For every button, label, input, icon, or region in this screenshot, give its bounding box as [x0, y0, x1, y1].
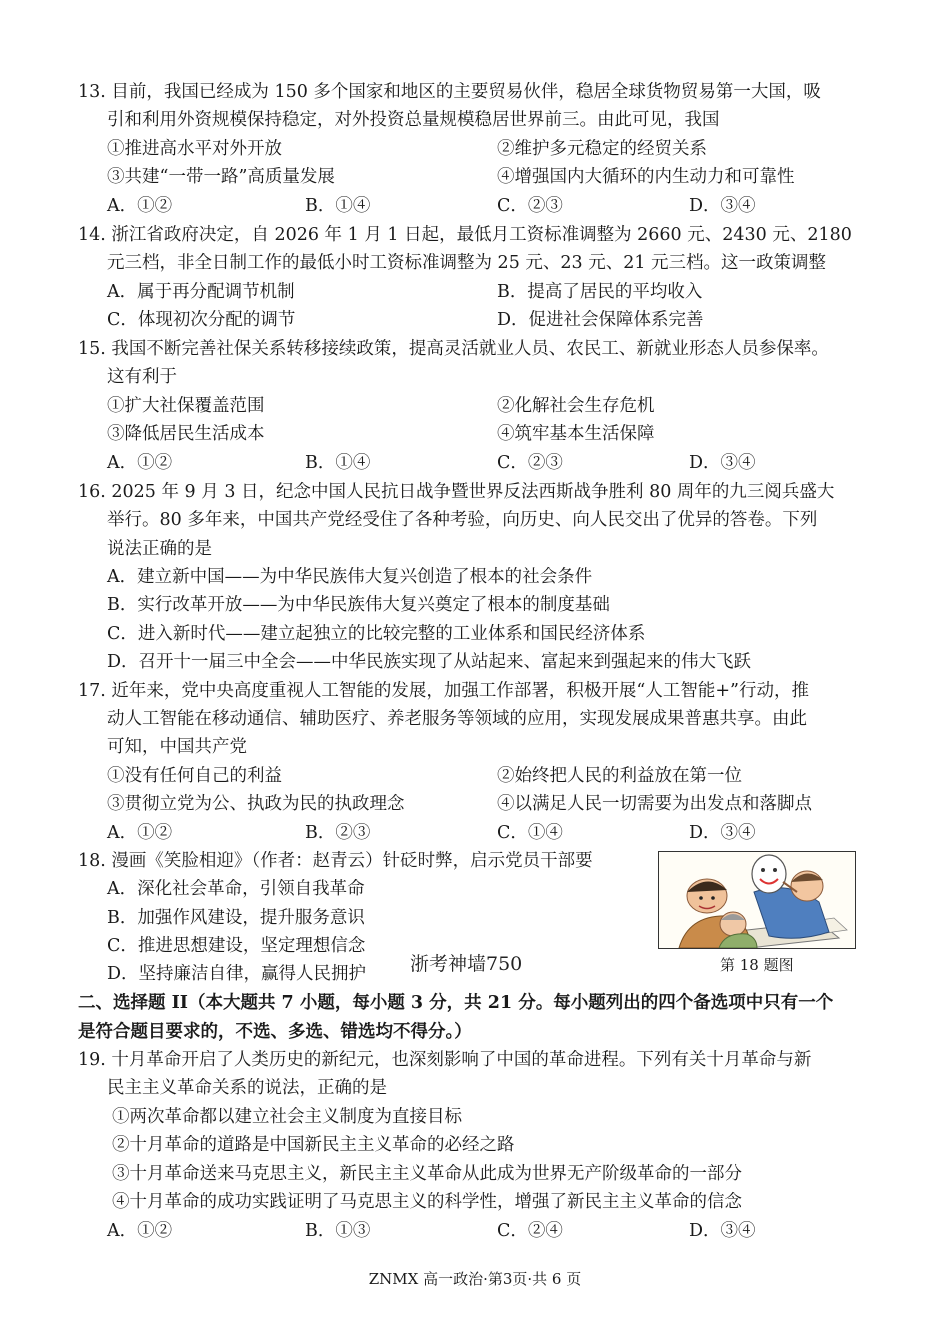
q17-stem-line3: 可知，中国共产党: [107, 737, 247, 757]
q18-option-a: A．深化社会革命，引领自我革命: [107, 879, 365, 899]
q16-stem-line2: 举行。80 多年来，中国共产党经受住了各种考验，向历史、向人民交出了优异的答卷。下列: [107, 510, 818, 530]
q15-option-c: C．②③: [497, 453, 563, 473]
q16-option-b: B．实行改革开放——为中华民族伟大复兴奠定了根本的制度基础: [107, 595, 610, 615]
q17-option-c: C．①④: [497, 823, 563, 843]
q13-option-c: C．②③: [497, 196, 563, 216]
q14-stem-line2: 元三档，非全日制工作的最低小时工资标准调整为 25 元、23 元、21 元三档。这一政策调整: [107, 253, 827, 273]
q17-statement-2: ②始终把人民的利益放在第一位: [497, 766, 742, 786]
q13-option-b: B．①④: [305, 196, 371, 216]
q13-statement-1: ①推进高水平对外开放: [107, 139, 282, 159]
q17-statement-1: ①没有任何自己的利益: [107, 766, 282, 786]
q16-stem-line1: 16. 2025 年 9 月 3 日，纪念中国人民抗日战争暨世界反法西斯战争胜利 80 周年的九三阅兵盛大: [78, 482, 835, 502]
q19-option-b: B．①③: [305, 1221, 371, 1241]
q19-statement-1: ①两次革命都以建立社会主义制度为直接目标: [112, 1107, 462, 1127]
q17-option-d: D．③④: [689, 823, 756, 843]
q14-option-d: D．促进社会保障体系完善: [497, 310, 704, 330]
q19-statement-2: ②十月革命的道路是中国新民主主义革命的必经之路: [112, 1135, 515, 1155]
q15-statement-3: ③降低居民生活成本: [107, 424, 265, 444]
q19-statement-3: ③十月革命送来马克思主义，新民主主义革命从此成为世界无产阶级革命的一部分: [112, 1164, 742, 1184]
q14-option-c: C．体现初次分配的调节: [107, 310, 296, 330]
q13-statement-3: ③共建“一带一路”高质量发展: [107, 167, 335, 187]
q15-option-d: D．③④: [689, 453, 756, 473]
q16-option-d: D．召开十一届三中全会——中华民族实现了从站起来、富起来到强起来的伟大飞跃: [107, 652, 752, 672]
q16-option-c: C．进入新时代——建立起独立的比较完整的工业体系和国民经济体系: [107, 624, 646, 644]
q13-stem-line2: 引和利用外资规模保持稳定，对外投资总量规模稳居世界前三。由此可见，我国: [107, 110, 720, 130]
q15-statement-2: ②化解社会生存危机: [497, 396, 655, 416]
section2-heading-line1: 二、选择题 II（本大题共 7 小题，每小题 3 分，共 21 分。每小题列出的四个备选项中只有一个: [78, 993, 834, 1013]
q18-figure-caption: 第 18 题图: [720, 956, 794, 974]
section2-heading-line2: 是符合题目要求的，不选、多选、错选均不得分。）: [78, 1022, 472, 1042]
q16-stem-line3: 说法正确的是: [107, 539, 212, 559]
q13-stem-line1: 13. 目前，我国已经成为 150 多个国家和地区的主要贸易伙伴，稳居全球货物贸易第一大国，吸: [78, 82, 821, 102]
q19-option-c: C．②④: [497, 1221, 563, 1241]
q18-option-d: D．坚持廉洁自律，赢得人民拥护: [107, 964, 367, 984]
q15-stem-line2: 这有利于: [107, 367, 177, 387]
q17-option-a: A．①②: [107, 823, 173, 843]
q13-statement-4: ④增强国内大循环的内生动力和可靠性: [497, 167, 795, 187]
q17-stem-line1: 17. 近年来，党中央高度重视人工智能的发展，加强工作部署，积极开展“人工智能+”行动，推: [78, 681, 809, 701]
q18-option-b: B．加强作风建设，提升服务意识: [107, 908, 365, 928]
q14-stem-line1: 14. 浙江省政府决定，自 2026 年 1 月 1 日起，最低月工资标准调整为 2660 元、2430 元、2180: [78, 225, 852, 245]
watermark-text: 浙考神墙750: [410, 953, 523, 975]
q15-statement-1: ①扩大社保覆盖范围: [107, 396, 265, 416]
q15-stem-line1: 15. 我国不断完善社保关系转移接续政策，提高灵活就业人员、农民工、新就业形态人员参保率。: [78, 339, 829, 359]
q19-stem-line2: 民主主义革命关系的说法，正确的是: [107, 1078, 387, 1098]
q16-option-a: A．建立新中国——为中华民族伟大复兴创造了根本的社会条件: [107, 567, 593, 587]
q13-statement-2: ②维护多元稳定的经贸关系: [497, 139, 707, 159]
q19-statement-4: ④十月革命的成功实践证明了马克思主义的科学性，增强了新民主主义革命的信念: [112, 1192, 742, 1212]
q13-option-a: A．①②: [107, 196, 173, 216]
q17-option-b: B．②③: [305, 823, 371, 843]
q13-option-d: D．③④: [689, 196, 756, 216]
q17-stem-line2: 动人工智能在移动通信、辅助医疗、养老服务等领域的应用，实现发展成果普惠共享。由此: [107, 709, 807, 729]
q18-stem-line1: 18. 漫画《笑脸相迎》（作者：赵青云）针砭时弊，启示党员干部要: [78, 851, 593, 871]
q18-cartoon-image: [658, 851, 856, 949]
q15-option-a: A．①②: [107, 453, 173, 473]
q18-option-c: C．推进思想建设，坚定理想信念: [107, 936, 366, 956]
q19-option-a: A．①②: [107, 1221, 173, 1241]
q14-option-a: A．属于再分配调节机制: [107, 282, 295, 302]
q15-option-b: B．①④: [305, 453, 371, 473]
q17-statement-3: ③贯彻立党为公、执政为民的执政理念: [107, 794, 405, 814]
q15-statement-4: ④筑牢基本生活保障: [497, 424, 655, 444]
q14-option-b: B．提高了居民的平均收入: [497, 282, 703, 302]
q17-statement-4: ④以满足人民一切需要为出发点和落脚点: [497, 794, 812, 814]
q19-stem-line1: 19. 十月革命开启了人类历史的新纪元，也深刻影响了中国的革命进程。下列有关十月革命与新: [78, 1050, 812, 1070]
q19-option-d: D．③④: [689, 1221, 756, 1241]
page-footer: ZNMX 高一政治·第3页·共 6 页: [368, 1270, 582, 1288]
